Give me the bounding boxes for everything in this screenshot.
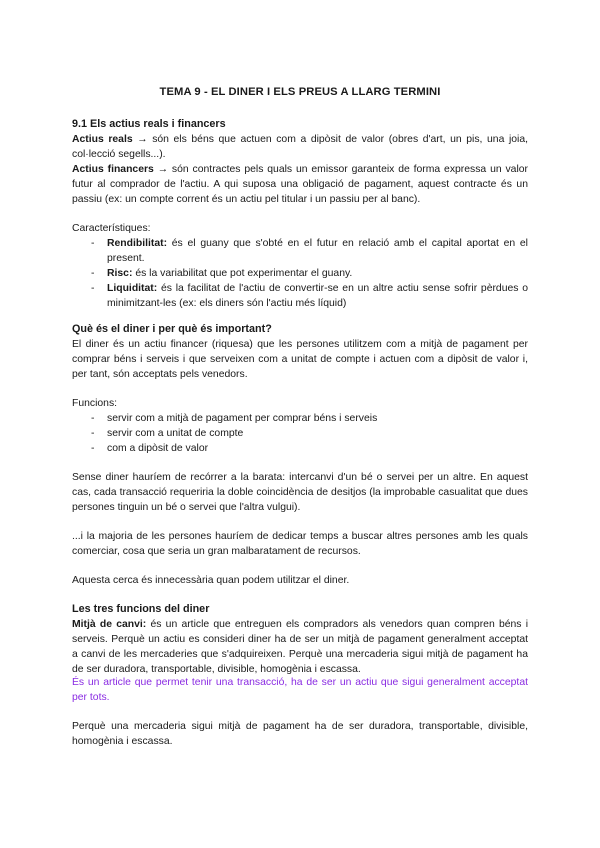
dash-bullet-icon: - (91, 413, 95, 424)
dash-bullet-icon: - (91, 443, 95, 454)
function-text: servir com a mitjà de pagament per comprar béns i serveis (107, 413, 378, 424)
page-title: TEMA 9 - EL DINER I ELS PREUS A LLARG TERMINI (159, 86, 441, 98)
characteristic-term: Rendibilitat: (107, 238, 168, 249)
financial-assets-paragraph (72, 162, 528, 207)
money-section-heading: Què és el diner i per què és important? (72, 323, 272, 335)
list-item (72, 266, 528, 281)
financial-assets-text: → són contractes pels quals un emissor garanteix de forma expressa un valor futur al comprador de l'actiu. A qui suposa una obligació de pagament, aquest contracte és un passiu (ex: un compte corrent és un actiu pel titular i un passiu per al banc). (72, 164, 529, 205)
barter-paragraph: Sense diner hauríem de recórrer a la barata: intercanvi d'un bé o servei per un altre. En aquest cas, cada transacció requeriria la doble coincidència de desitjos (la improbable casualitat que dues persones tinguin un bé o servei que l'altra vulgui). (72, 472, 528, 513)
three-functions-heading: Les tres funcions del diner (72, 603, 210, 615)
search-cost-paragraph: ...i la majoria de les persones hauríem de dedicar temps a buscar altres persones amb les quals comerciar, cosa que seria un gran malbaratament de recursos. (72, 531, 528, 557)
unnecessary-search-paragraph: Aquesta cerca és innecessària quan podem utilitzar el diner. (72, 575, 350, 586)
dash-bullet-icon: - (91, 268, 95, 279)
characteristic-text: és el guany que s'obté en el futur en relació amb el capital aportat en el present. (107, 238, 528, 264)
dash-bullet-icon: - (91, 283, 95, 294)
characteristic-term: Risc: (107, 268, 133, 279)
real-assets-text: són els béns que actuen com a dipòsit de valor (obres d'art, un pis, una joia, col·lecció segells...). (72, 134, 528, 160)
section-heading-9-1: 9.1 Els actius reals i financers (72, 118, 226, 130)
final-paragraph: Perquè una mercaderia sigui mitjà de pagament ha de ser duradora, transportable, divisible, homogènia i escassa. (72, 721, 528, 747)
functions-label: Funcions: (72, 398, 118, 409)
characteristics-list (72, 236, 528, 311)
medium-of-exchange-term: Mitjà de canvi: (72, 619, 147, 630)
highlighted-note: És un article que permet tenir una transacció, ha de ser un actiu que sigui generalment acceptat per tots. (72, 677, 528, 703)
function-text: com a dipòsit de valor (107, 443, 209, 454)
characteristic-term: Liquiditat: (107, 283, 158, 294)
real-assets-term: Actius reals → (72, 134, 148, 145)
characteristic-text: és la facilitat de l'actiu de convertir-se en un altre actiu sense sofrir pèrdues o minimitzant-les (ex: els diners són l'actiu més líquid) (107, 283, 529, 309)
medium-of-exchange-text: és un article que entreguen els compradors als venedors quan compren béns i serveis. Perquè un actiu es consideri diner ha de ser un mitjà de pagament generalment acceptat a canvi de les mercaderies que s'adquireixen. Perquè una mercaderia sigui mitjà de pagament ha de ser duradora, transportable, divisible, homogènia i escassa. (72, 619, 528, 675)
dash-bullet-icon: - (91, 428, 95, 439)
list-item (72, 281, 528, 311)
functions-list (72, 411, 528, 456)
money-definition-paragraph: El diner és un actiu financer (riquesa) que les persones utilitzem com a mitjà de pagament per comprar béns i serveis i que serveixen com a unitat de compte i actuen com a dipòsit de valor i, per tant, són acceptats pels venedors. (72, 339, 528, 380)
financial-assets-term: Actius financers (72, 164, 154, 175)
real-assets-paragraph (72, 132, 528, 162)
list-item (72, 411, 528, 426)
medium-of-exchange-paragraph (72, 617, 528, 677)
characteristics-label: Característiques: (72, 223, 151, 234)
function-text: servir com a unitat de compte (107, 428, 244, 439)
characteristic-text: és la variabilitat que pot experimentar el guany. (135, 268, 353, 279)
list-item (72, 236, 528, 266)
dash-bullet-icon: - (91, 238, 95, 249)
list-item (72, 426, 528, 441)
list-item (72, 441, 528, 456)
